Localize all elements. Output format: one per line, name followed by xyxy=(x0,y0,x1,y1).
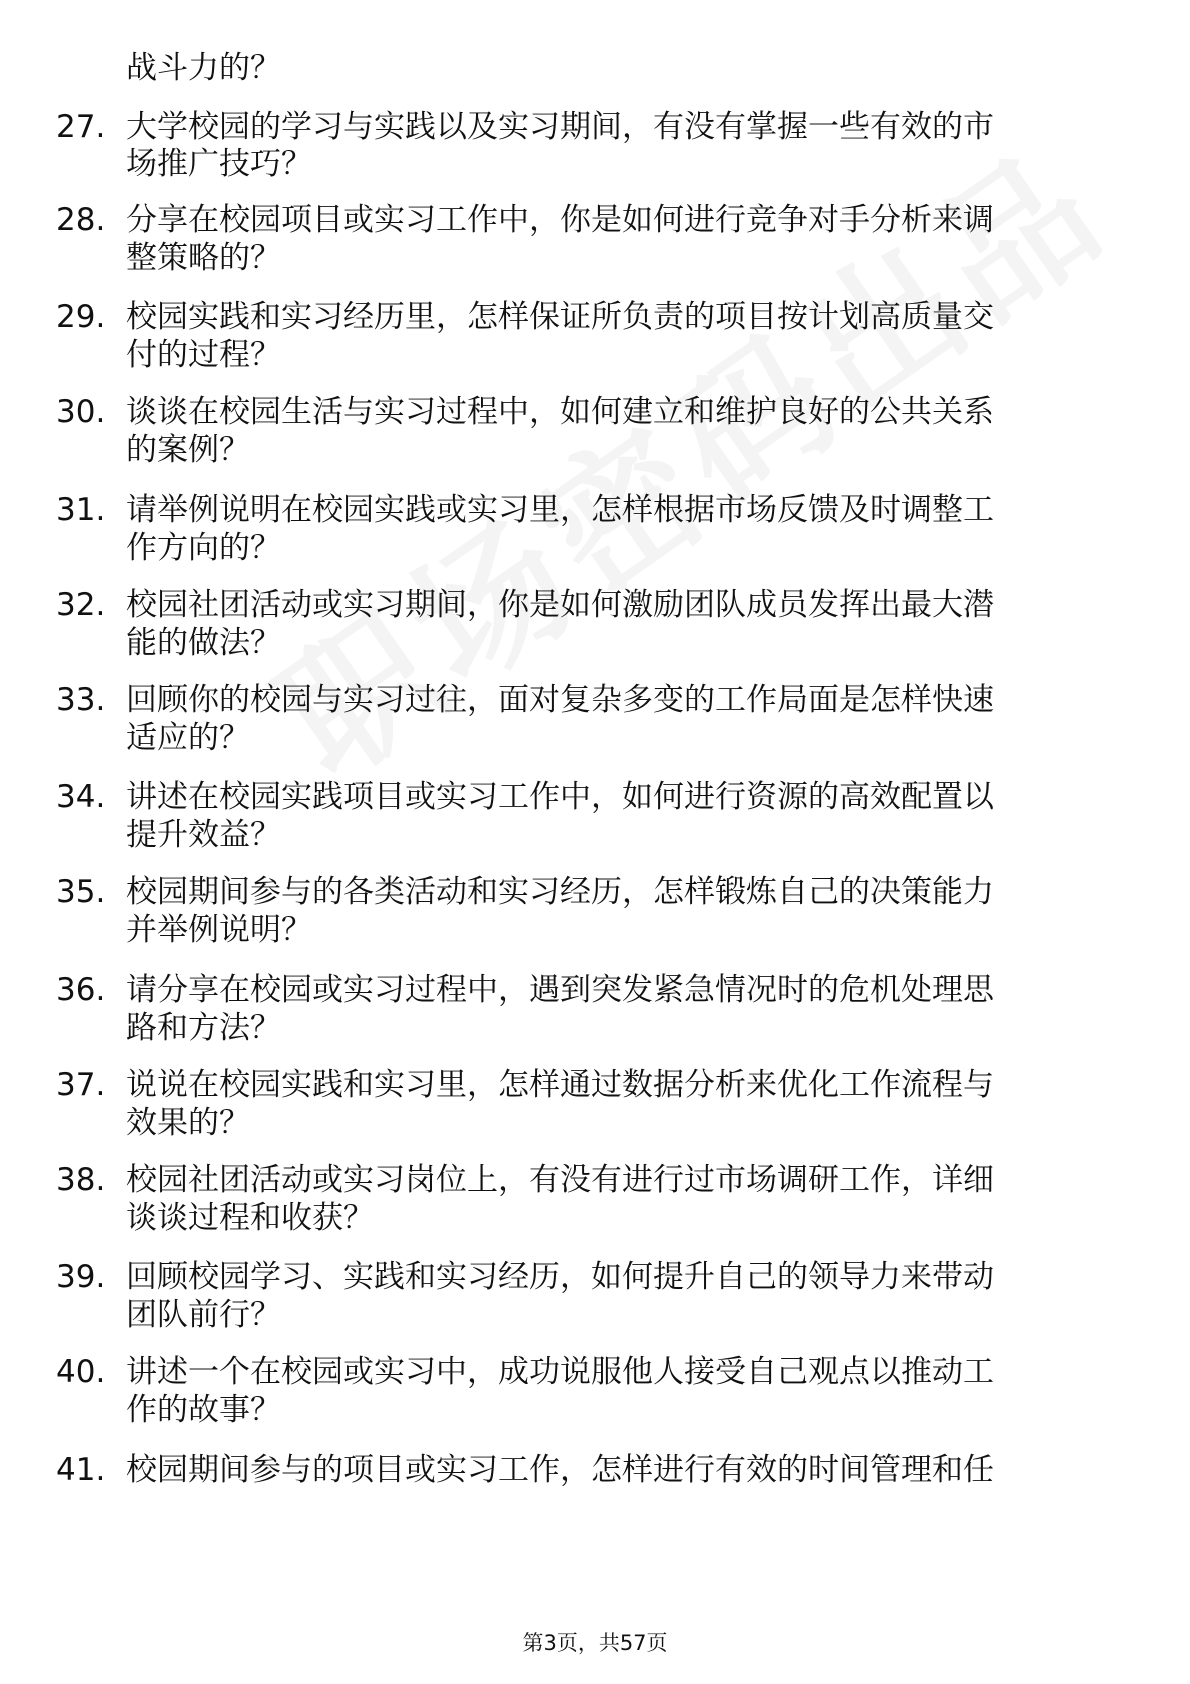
question-line: 讲述在校园实践项目或实习工作中，如何进行资源的高效配置以 xyxy=(126,779,994,815)
question-line: 整策略的？ xyxy=(126,240,281,276)
question-line: 作的故事？ xyxy=(126,1392,281,1428)
question-number: 40. xyxy=(56,1354,106,1390)
question-line: 校园期间参与的各类活动和实习经历，怎样锻炼自己的决策能力 xyxy=(126,874,994,910)
question-line: 能的做法？ xyxy=(126,625,281,661)
question-number: 31. xyxy=(56,492,106,528)
question-line: 请分享在校园或实习过程中，遇到突发紧急情况时的危机处理思 xyxy=(126,972,994,1008)
question-line: 路和方法？ xyxy=(126,1010,281,1046)
question-line: 回顾校园学习、实践和实习经历，如何提升自己的领导力来带动 xyxy=(126,1259,994,1295)
question-number: 41. xyxy=(56,1452,106,1488)
question-line: 作方向的？ xyxy=(126,530,281,566)
continuation-line: 战斗力的？ xyxy=(126,50,281,86)
question-number: 28. xyxy=(56,202,106,238)
question-number: 33. xyxy=(56,682,106,718)
question-number: 27. xyxy=(56,109,106,145)
question-line: 讲述一个在校园或实习中，成功说服他人接受自己观点以推动工 xyxy=(126,1354,994,1390)
question-number: 32. xyxy=(56,587,106,623)
question-line: 大学校园的学习与实践以及实习期间，有没有掌握一些有效的市 xyxy=(126,109,994,145)
question-number: 36. xyxy=(56,972,106,1008)
question-line: 效果的？ xyxy=(126,1105,250,1141)
question-number: 37. xyxy=(56,1067,106,1103)
question-line: 回顾你的校园与实习过往，面对复杂多变的工作局面是怎样快速 xyxy=(126,682,994,718)
question-line: 分享在校园项目或实习工作中，你是如何进行竞争对手分析来调 xyxy=(126,202,994,238)
question-line: 提升效益？ xyxy=(126,817,281,853)
question-number: 35. xyxy=(56,874,106,910)
question-number: 29. xyxy=(56,299,106,335)
question-line: 并举例说明？ xyxy=(126,912,312,948)
question-number: 39. xyxy=(56,1259,106,1295)
question-line: 的案例？ xyxy=(126,432,250,468)
question-number: 34. xyxy=(56,779,106,815)
question-line: 校园社团活动或实习岗位上，有没有进行过市场调研工作，详细 xyxy=(126,1162,994,1198)
question-number: 38. xyxy=(56,1162,106,1198)
question-line: 谈谈过程和收获？ xyxy=(126,1200,374,1236)
question-line: 校园期间参与的项目或实习工作，怎样进行有效的时间管理和任 xyxy=(126,1452,994,1488)
question-number: 30. xyxy=(56,394,106,430)
question-line: 适应的？ xyxy=(126,720,250,756)
question-line: 团队前行？ xyxy=(126,1297,281,1333)
page-footer: 第3页，共57页 xyxy=(522,1631,668,1655)
question-line: 场推广技巧？ xyxy=(126,146,312,182)
question-line: 请举例说明在校园实践或实习里，怎样根据市场反馈及时调整工 xyxy=(126,492,994,528)
question-line: 校园社团活动或实习期间，你是如何激励团队成员发挥出最大潜 xyxy=(126,587,994,623)
question-line: 付的过程？ xyxy=(126,337,281,373)
question-line: 校园实践和实习经历里，怎样保证所负责的项目按计划高质量交 xyxy=(126,299,994,335)
question-line: 说说在校园实践和实习里，怎样通过数据分析来优化工作流程与 xyxy=(126,1067,994,1103)
question-line: 谈谈在校园生活与实习过程中，如何建立和维护良好的公共关系 xyxy=(126,394,994,430)
